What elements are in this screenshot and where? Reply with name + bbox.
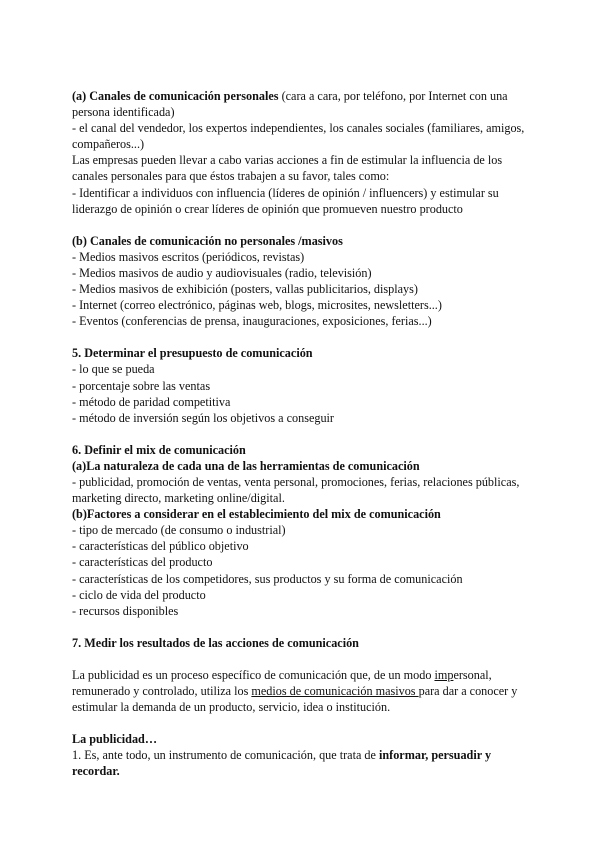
section-a-title: (a) Canales de comunicación personales — [72, 89, 279, 103]
section-5-title: 5. Determinar el presupuesto de comunicación — [72, 346, 313, 361]
section-a-line-1: - el canal del vendedor, los expertos independientes, los canales sociales (familiares, amigos, compañeros...) — [72, 121, 525, 152]
section-5-item: - método de paridad competitiva — [72, 394, 231, 409]
section-b-item: - Medios masivos de audio y audiovisuales (radio, televisión) — [72, 265, 372, 280]
section-a-title-rest: (cara a cara, por teléfono, por Internet con una persona identificada) — [72, 89, 508, 120]
underlined-text: medios de comunicación masivos — [251, 684, 419, 698]
section-b-item: - Internet (correo electrónico, páginas web, blogs, microsites, newsletters...) — [72, 298, 442, 313]
section-a-paragraph — [72, 88, 532, 120]
section-b-title: (b) Canales de comunicación no personales /masivos — [72, 233, 343, 248]
section-6-title: 6. Definir el mix de comunicación — [72, 442, 246, 457]
publicidad-paragraph: La publicidad es un proceso específico de comunicación que, de un modo impersonal, remunerado y controlado, utiliza los medios de comunicación masivos para dar a conocer y estimular la demanda de un producto, servicio, idea o institución. — [72, 667, 518, 715]
section-b-item: - Medios masivos de exhibición (posters, vallas publicitarios, displays) — [72, 282, 418, 297]
section-6-sub-b-title: (b)Factores a considerar en el establecimiento del mix de comunicación — [72, 507, 441, 522]
section-a-line-3: - Identificar a individuos con influencia (líderes de opinión / influencers) y estimular su liderazgo de opinión o crear líderes de opinión que promueven nuestro producto — [72, 185, 499, 216]
section-6-item: - características del producto — [72, 555, 213, 570]
section-5-item: - porcentaje sobre las ventas — [72, 378, 211, 393]
la-publicidad-paragraph: 1. Es, ante todo, un instrumento de comunicación, que trata de informar, persuadir y recordar. — [72, 748, 492, 779]
section-6-item: - características de los competidores, sus productos y su forma de comunicación — [72, 571, 463, 586]
section-b-item: - Medios masivos escritos (periódicos, revistas) — [72, 249, 305, 264]
section-6-item: - características del público objetivo — [72, 539, 249, 554]
section-6-item: - tipo de mercado (de consumo o industrial) — [72, 523, 286, 538]
document-page — [72, 88, 532, 779]
section-5-item: - método de inversión según los objetivos a conseguir — [72, 410, 334, 425]
section-5-item: - lo que se pueda — [72, 362, 155, 377]
section-6-item: - recursos disponibles — [72, 603, 179, 618]
section-6-item: - ciclo de vida del producto — [72, 587, 206, 602]
section-6-sub-a-title: (a)La naturaleza de cada una de las herramientas de comunicación — [72, 458, 420, 473]
section-7-title: 7. Medir los resultados de las acciones de comunicación — [72, 635, 359, 650]
la-publicidad-title: La publicidad… — [72, 732, 158, 747]
section-6-sub-a-text: - publicidad, promoción de ventas, venta personal, promociones, ferias, relaciones públicas, marketing directo, marketing online/digital. — [72, 474, 520, 506]
section-b-item: - Eventos (conferencias de prensa, inauguraciones, exposiciones, ferias...) — [72, 314, 432, 329]
underlined-text: imp — [434, 667, 454, 682]
section-a-line-2: Las empresas pueden llevar a cabo varias acciones a fin de estimular la influencia de los canales personales para que éstos trabajen a su favor, tales como: — [72, 153, 503, 184]
